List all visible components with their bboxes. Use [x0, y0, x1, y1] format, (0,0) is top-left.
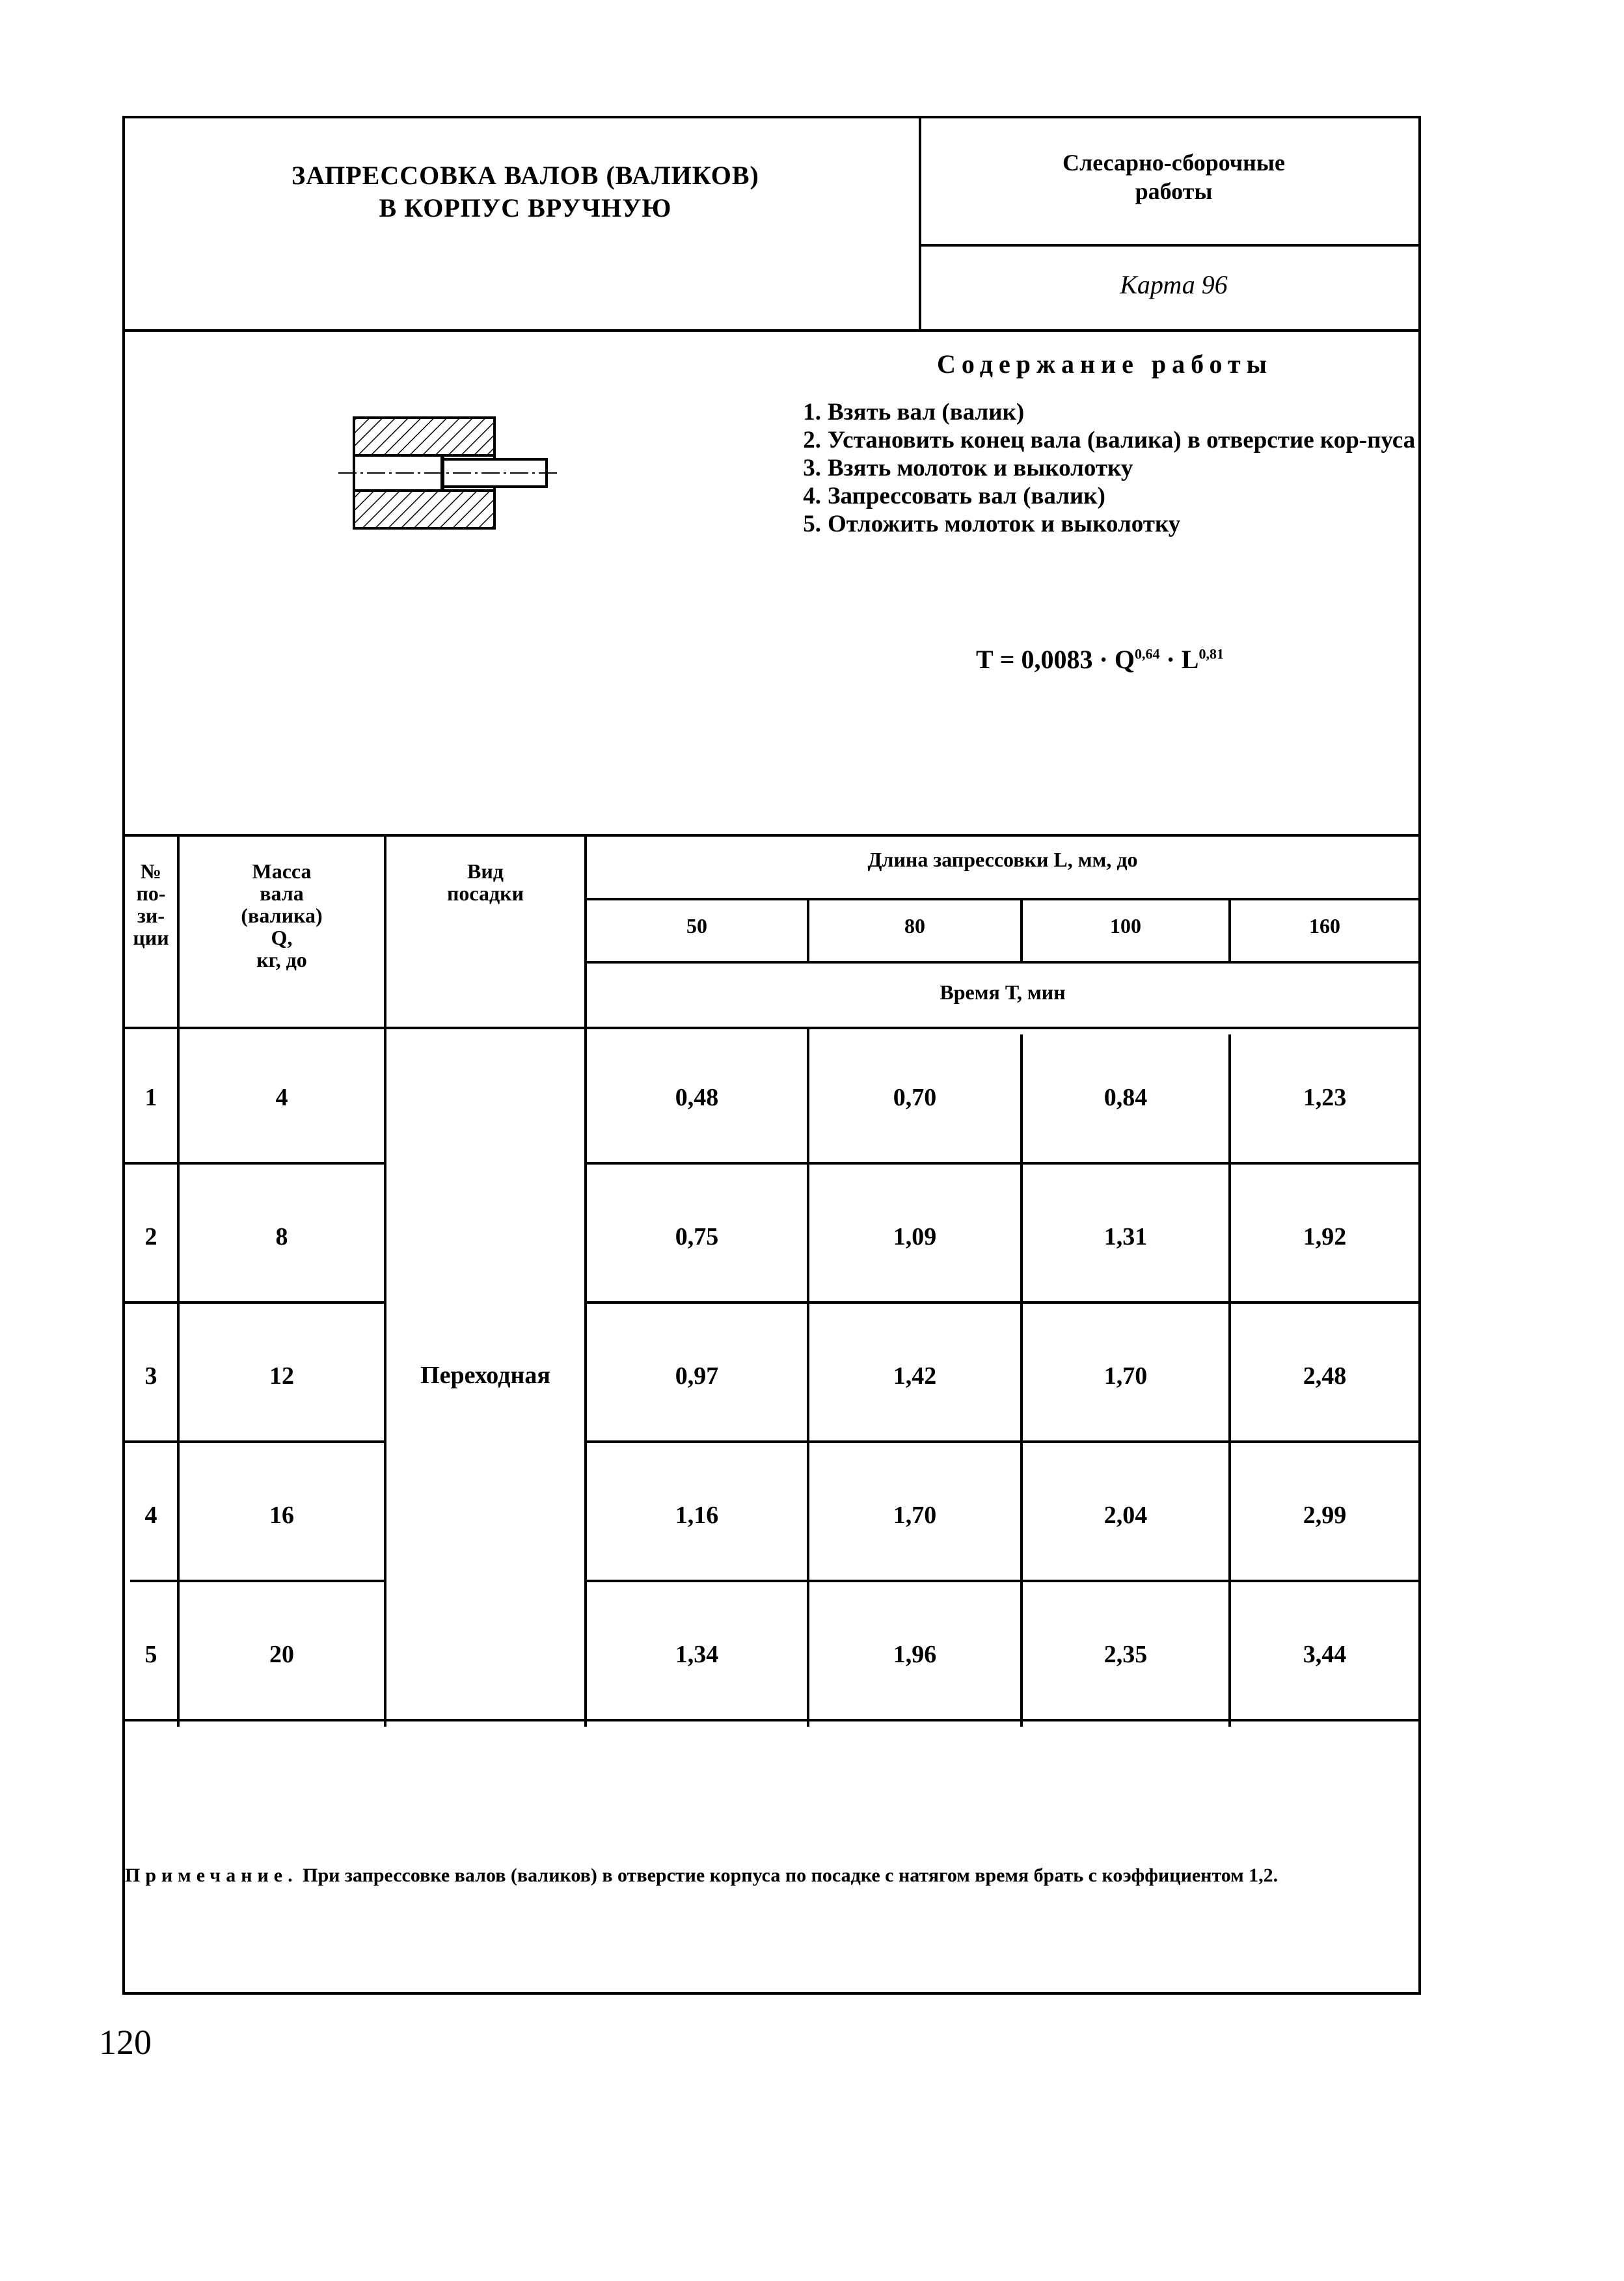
cell-time: 1,16 [675, 1502, 719, 1529]
col-pos-lines-line: № [140, 859, 162, 883]
category-line1: Слесарно-сборочные [1062, 150, 1285, 176]
card-number: Карта 96 [1120, 270, 1228, 299]
header-length-160: 160 [1309, 914, 1340, 938]
footnote [125, 1862, 1412, 1889]
header-fit [386, 860, 584, 904]
card-title [124, 159, 927, 224]
work-step-text: Установить конец вала (валика) в отверстие кор-пуса [828, 427, 1416, 453]
title-line2: В КОРПУС ВРУЧНУЮ [379, 193, 672, 223]
cell-time: 2,48 [1303, 1362, 1347, 1390]
row-line-1b [584, 1162, 1421, 1165]
row-line-3b [584, 1440, 1421, 1443]
cell-time: 1,31 [1103, 1223, 1148, 1250]
work-step-number: 1. [803, 399, 821, 425]
header-length-100: 100 [1110, 914, 1141, 938]
title-line1: ЗАПРЕССОВКА ВАЛОВ (ВАЛИКОВ) [291, 161, 759, 190]
footnote-text: При запрессовке валов (валиков) в отверстие корпуса по посадке с натягом время брать с коэффициентом 1,2. [297, 1865, 1279, 1886]
row-line-4b [584, 1580, 1421, 1582]
col-divider-mass [384, 834, 386, 1727]
cell-mass: 8 [275, 1223, 288, 1250]
cell-time: 2,99 [1303, 1502, 1347, 1529]
cell-mass: 12 [269, 1362, 294, 1390]
row-line-2b [584, 1301, 1421, 1304]
shaft-housing-sketch [338, 410, 560, 540]
footnote-lead: Примечание. [125, 1865, 298, 1886]
cell-time: 0,70 [893, 1084, 937, 1111]
work-step-text: Взять вал (валик) [828, 399, 1025, 425]
col-mass-lines-line: Q, [271, 926, 293, 949]
row-line-1 [122, 1162, 386, 1165]
cell-time: 1,23 [1303, 1084, 1347, 1111]
category-line2: работы [1135, 178, 1213, 204]
col-divider-fit [584, 834, 587, 1727]
formula-base: Т = 0,0083 · Q [976, 645, 1135, 674]
cell-time: 0,48 [675, 1084, 719, 1111]
header-length-50: 50 [686, 914, 707, 938]
cell-position: 4 [144, 1502, 157, 1529]
work-step [787, 454, 1418, 482]
col-pos-lines-line: зи- [137, 904, 165, 927]
formula-exp-q: 0,64 [1134, 645, 1160, 662]
cell-time: 1,34 [675, 1641, 719, 1668]
cell-time: 1,09 [893, 1223, 937, 1250]
col-mass-lines-line: Масса [252, 859, 312, 883]
cell-mass: 20 [269, 1641, 294, 1668]
col-mass-lines-line: кг, до [256, 948, 307, 971]
fit-value: Переходная [420, 1362, 550, 1389]
cell-time: 1,70 [1103, 1362, 1148, 1390]
cell-mass: 16 [269, 1502, 294, 1529]
work-step-text: Запрессовать вал (валик) [828, 483, 1105, 509]
cell-time: 2,35 [1103, 1641, 1148, 1668]
work-step-number: 2. [803, 427, 821, 453]
work-step [787, 510, 1418, 538]
col-pos-lines-line: по- [136, 882, 166, 905]
work-step-text: Взять молоток и выколотку [828, 455, 1133, 481]
cell-time: 1,70 [893, 1502, 937, 1529]
col-pos-lines-line: ции [133, 926, 169, 949]
col-mass-lines-line: (валика) [241, 904, 323, 927]
work-steps [787, 398, 1418, 538]
row-line-2 [122, 1301, 386, 1304]
header-time: Время Т, мин [940, 980, 1066, 1004]
work-step-text: Отложить молоток и выколотку [828, 511, 1181, 537]
work-step [787, 426, 1418, 454]
header-position [125, 860, 177, 949]
work-step-number: 3. [803, 455, 821, 481]
cell-position: 3 [144, 1362, 157, 1390]
row-line-3 [122, 1440, 386, 1443]
header-length: Длина запрессовки L, мм, до [867, 848, 1138, 871]
cell-position: 5 [144, 1641, 157, 1668]
cell-time: 3,44 [1303, 1641, 1347, 1668]
cell-time: 1,92 [1303, 1223, 1347, 1250]
table-top-line [122, 834, 1421, 837]
header-bottom-line [122, 329, 1421, 332]
lengths-top-line [586, 898, 1421, 900]
page-number: 120 [99, 2023, 152, 2062]
work-content-heading: Содержание работы [937, 349, 1273, 379]
formula-exp-l: 0,81 [1198, 645, 1224, 662]
col-fit-lines-line: Вид [467, 859, 504, 883]
formula-mid: · L [1159, 645, 1199, 674]
header-mass [180, 860, 384, 971]
cell-position: 2 [144, 1223, 157, 1250]
cell-time: 0,75 [675, 1223, 719, 1250]
lengths-bottom-line [586, 961, 1421, 964]
work-step [787, 482, 1418, 510]
col-mass-lines-line: вала [260, 882, 304, 905]
cell-mass: 4 [275, 1084, 288, 1111]
cell-time: 0,97 [675, 1362, 719, 1390]
table-bottom-line [122, 1719, 1421, 1721]
table-header-bottom-line [122, 1027, 1421, 1029]
work-step-number: 5. [803, 511, 821, 537]
cell-time: 0,84 [1103, 1084, 1148, 1111]
cell-time: 1,42 [893, 1362, 937, 1390]
col-fit-lines-line: посадки [446, 882, 524, 905]
header-length-80: 80 [904, 914, 925, 938]
work-step-number: 4. [803, 483, 821, 509]
cell-position: 1 [144, 1084, 157, 1111]
header-sub-divider [919, 244, 1421, 247]
row-line-4 [130, 1580, 386, 1582]
cell-time: 1,96 [893, 1641, 937, 1668]
work-step [787, 398, 1418, 426]
cell-time: 2,04 [1103, 1502, 1148, 1529]
work-category [929, 148, 1418, 206]
time-formula [976, 644, 1224, 675]
